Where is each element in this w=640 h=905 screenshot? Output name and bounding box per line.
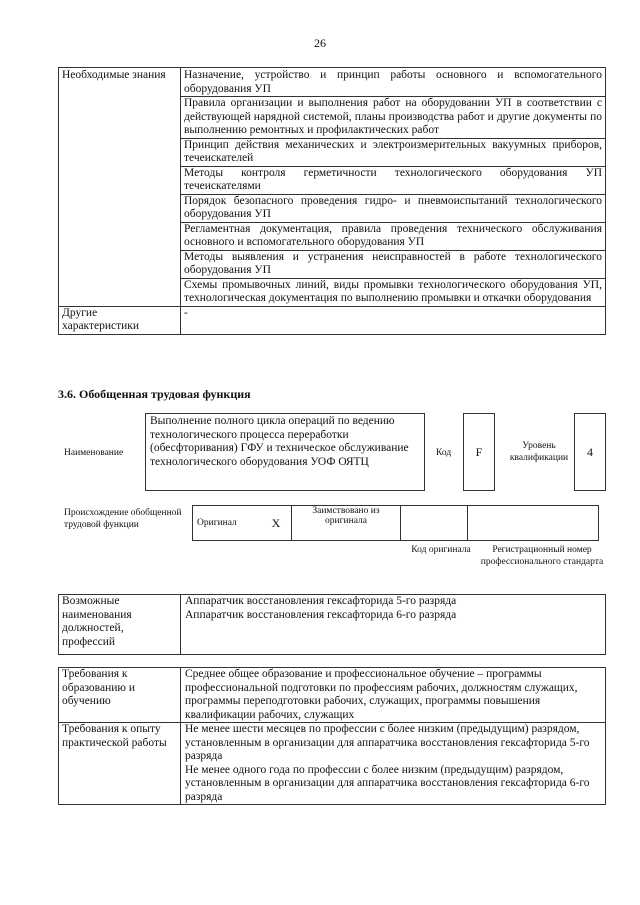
education-label: Требования к образованию и обучению xyxy=(59,668,181,723)
original-label: Оригинал xyxy=(193,506,262,541)
code-value: F xyxy=(463,413,495,491)
reg-number-cell xyxy=(468,506,599,541)
code-original-cell xyxy=(401,506,468,541)
code-label: Код xyxy=(436,448,452,458)
knowledge-item: Регламентная документация, правила проведения технического обслуживания основного и вспомогательного оборудования УП xyxy=(181,222,606,250)
knowledge-label: Необходимые знания xyxy=(59,68,181,307)
section-heading: 3.6. Обобщенная трудовая функция xyxy=(58,387,251,401)
code-original-label: Код оригинала xyxy=(411,545,471,555)
knowledge-item: Методы выявления и устранения неисправностей в работе технологического оборудования УП xyxy=(181,250,606,278)
knowledge-table xyxy=(58,67,606,335)
name-label: Наименование xyxy=(64,448,124,458)
knowledge-item: Методы контроля герметичности технологического оборудования УП течеискателями xyxy=(181,166,606,194)
qualification-level-value: 4 xyxy=(574,413,606,491)
positions-label: Возможные наименования должностей, профессий xyxy=(59,595,181,655)
origin-label: Происхождение обобщенной трудовой функции xyxy=(64,508,182,530)
experience-item: Не менее шести месяцев по профессии с более низким (предыдущим) разрядом, установленным в организации для аппаратчика восстановления гексафторида 5-го разряда xyxy=(185,723,590,762)
education-value: Среднее общее образование и профессиональное обучение – программы профессиональной подготовки по профессиям рабочих, должностям служащих, программы переподготовки рабочих, служащих, программы повышения квалификации рабочих, служащих xyxy=(181,668,606,723)
origin-table xyxy=(192,505,599,541)
knowledge-item: Порядок безопасного проведения гидро- и пневмоиспытаний технологического оборудования УП xyxy=(181,194,606,222)
function-name-value: Выполнение полного цикла операций по ведению технологического процесса переработки (обесфторивания) ГФУ и техническое обслуживание технологического оборудования УОФ ОЯТЦ xyxy=(145,413,425,491)
experience-item: Не менее одного года по профессии с более низким (предыдущим) разрядом, установленным в организации для аппаратчика восстановления гексафторида 6-го разряда xyxy=(185,763,590,803)
knowledge-item: Схемы промывочных линий, виды промывки технологического оборудования УП, технологическая документация по выполнению промывки и откачки оборудования xyxy=(181,278,606,306)
qualification-level-label: Уровень квалификации xyxy=(509,441,569,463)
other-characteristics-value: - xyxy=(181,306,606,334)
original-mark: X xyxy=(261,506,292,541)
other-characteristics-label: Другие характеристики xyxy=(59,306,181,334)
knowledge-item: Принцип действия механических и электроизмерительных вакуумных приборов, течеискателей xyxy=(181,138,606,166)
position-item: Аппаратчик восстановления гексафторида 6-го разряда xyxy=(185,608,457,621)
experience-label: Требования к опыту практической работы xyxy=(59,723,181,805)
position-item: Аппаратчик восстановления гексафторида 5-го разряда xyxy=(185,595,457,607)
borrowed-label: Заимствовано из оригинала xyxy=(292,506,401,541)
reg-number-label: Регистрационный номер профессионального стандарта xyxy=(480,545,604,567)
positions-table xyxy=(58,594,606,655)
page-number: 26 xyxy=(314,36,326,50)
requirements-table xyxy=(58,667,606,805)
knowledge-item: Правила организации и выполнения работ на оборудовании УП в соответствии с действующей нарядной системой, планы производства работ и другие документы по выполнению ремонтных и профилактических работ xyxy=(181,97,606,139)
knowledge-item: Назначение, устройство и принцип работы основного и вспомогательного оборудования УП xyxy=(181,68,606,97)
